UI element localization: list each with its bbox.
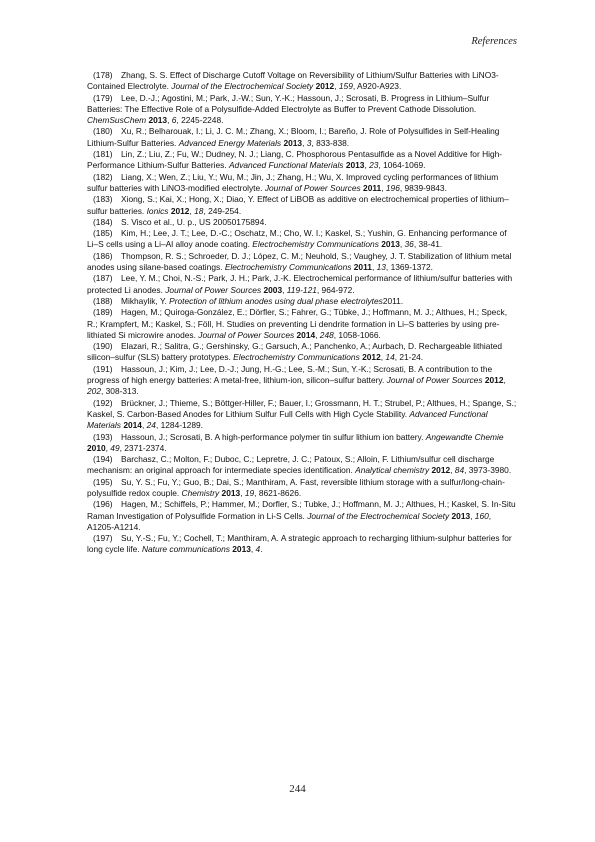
reference-text: ,	[141, 420, 147, 431]
reference-italic-text: 4	[255, 544, 261, 555]
reference-italic-text: 13	[376, 262, 386, 273]
reference-italic-text: 19	[244, 487, 255, 498]
reference-number: (190)	[93, 341, 113, 352]
reference-text: , 2245-2248.	[176, 115, 224, 126]
reference-year: 2012	[315, 81, 335, 92]
reference-number: (195)	[93, 476, 113, 487]
reference-text: Barchasz, C.; Molton, F.; Duboc, C.; Lepretre, J. C.; Patoux, S.; Alloin, F. Lithium/sulfur cell discharge mechanism: an original approach for intermediate species identification.	[87, 454, 495, 476]
reference-italic-text: 49	[110, 442, 120, 453]
reference-number: (191)	[93, 363, 113, 374]
reference-entry	[87, 307, 517, 341]
reference-year: 2013	[148, 115, 168, 126]
reference-year: 2011	[363, 182, 382, 193]
reference-text: ,	[167, 115, 172, 126]
reference-text: , 9839-9843.	[399, 182, 447, 193]
reference-text: ,	[381, 182, 386, 193]
reference-entry	[87, 398, 517, 432]
reference-text: Brückner, J.; Thieme, S.; Böttger-Hiller, F.; Bauer, I.; Grossmann, H. T.; Strubel, P.; Althues, H.; Spange, S.; Kaskel, S. Carbon-Based Anodes for Lithium Sulfur Full Cells with High Cycle Stability.	[87, 397, 517, 419]
reference-text: Mikhaylik, Y.	[121, 295, 170, 306]
reference-text: .	[260, 544, 263, 555]
reference-italic-text: 3	[306, 137, 312, 148]
reference-italic-text: Electrochemistry Communications	[233, 352, 360, 363]
reference-entry	[87, 93, 517, 127]
reference-number: (185)	[93, 228, 113, 239]
reference-text: Hassoun, J.; Kim, J.; Lee, D.-J.; Jung, H.-G.; Lee, S.-M.; Sun, Y.-K.; Scrosati, B. A contribution to the progress of high energy batteries: A metal-free, lithium-ion, silicon–sulfur battery.	[87, 363, 493, 386]
reference-text: Hassoun, J.; Scrosati, B. A high-performance polymer tin sulfur lithium ion battery.	[121, 431, 426, 442]
reference-entry	[87, 273, 517, 296]
reference-number: (196)	[93, 499, 113, 510]
reference-list	[87, 70, 517, 556]
reference-text: , 1064-1069.	[378, 160, 426, 171]
reference-text: , 1058-1066.	[333, 329, 381, 340]
reference-number: (188)	[93, 295, 113, 306]
reference-text: Kim, H.; Lee, J. T.; Lee, D.-C.; Oschatz, M.; Cho, W. I.; Kaskel, S.; Yushin, G. Enhancing performance of Li–S cells using a Li–Al alloy anode coating.	[87, 228, 507, 250]
reference-year: 2013	[283, 137, 303, 148]
reference-entry	[87, 364, 517, 398]
reference-text: Lee, D.-J.; Agostini, M.; Park, J.-W.; Sun, Y.-K.; Hassoun, J.; Scrosati, B. Progress in Lithium–Sulfur Batteries: The Effective Role of a Polysulfide-Added Electrolyte as Buffer to Prevent Cathode Dissolution.	[87, 92, 490, 114]
reference-year: 2013	[381, 239, 400, 250]
reference-text: , 1284-1289.	[155, 420, 203, 431]
reference-italic-text: Journal of Power Sources	[165, 284, 262, 295]
reference-year: 2010	[87, 442, 106, 453]
reference-text: ,	[240, 487, 245, 498]
reference-italic-text: Advanced Functional Materials	[87, 408, 488, 431]
reference-italic-text: 159	[338, 81, 353, 92]
reference-year: 2012	[362, 352, 381, 363]
reference-italic-text: Journal of Power Sources	[386, 375, 483, 386]
reference-text: , 308-313.	[100, 386, 139, 397]
reference-number: (181)	[93, 149, 113, 160]
reference-year: 2014	[123, 420, 142, 431]
reference-entry	[87, 533, 517, 556]
reference-number: (186)	[93, 250, 113, 261]
reference-text: Elazari, R.; Salitra, G.; Gershinsky, G.; Garsuch, A.; Panchenko, A.; Aurbach, D. Rechargeable lithiated silicon–sulfur (SLS) battery prototypes.	[87, 341, 503, 363]
reference-text: , 964-972.	[316, 284, 355, 295]
reference-text: 2011.	[382, 295, 404, 306]
reference-entry	[87, 251, 517, 274]
reference-text: ,	[380, 352, 386, 363]
reference-text: , 249-254.	[203, 205, 242, 216]
reference-year: 2012	[484, 375, 504, 386]
reference-italic-text: Electrochemistry Communications	[224, 262, 352, 273]
reference-entry	[87, 70, 517, 93]
reference-italic-text: 36	[404, 239, 414, 250]
reference-text: Zhang, S. S. Effect of Discharge Cutoff Voltage on Reversibility of Lithium/Sulfur Batteries with LiNO3-Contained Electrolyte.	[87, 70, 499, 92]
reference-text: Thompson, R. S.; Schroeder, D. J.; López, C. M.; Neuhold, S.; Vaughey, J. T. Stabilization of lithium metal anodes using silane-based coatings.	[87, 250, 512, 273]
reference-text: S. Visco et al., U. p., US 20050175894.	[121, 216, 267, 227]
reference-text: , A1205-A1214.	[87, 510, 492, 532]
reference-text: ,	[364, 160, 370, 171]
reference-entry	[87, 499, 517, 533]
reference-text: , 1369-1372.	[385, 262, 433, 273]
reference-text: ,	[470, 510, 475, 521]
reference-text: Hagen, M.; Quiroga-González, E.; Dörfler, S.; Fahrer, G.; Tübke, J.; Hoffmann, M. J.; Althues, H.; Speck, R.; Krampfert, M.; Kaskel, S.; Föll, H. Studies on preventing Li dendrite formation in Li–S batteries by using pre-lithiated Si microwire anodes.	[87, 307, 508, 340]
reference-text: Su, Y.-S.; Fu, Y.; Cochell, T.; Manthiram, A. A strategic approach to recharging lithium-sulphur batteries for long cycle life.	[87, 533, 512, 555]
reference-year: 2013	[232, 544, 251, 555]
reference-entry	[87, 194, 517, 217]
reference-italic-text: Advanced Functional Materials	[228, 160, 344, 171]
reference-italic-text: Journal of Power Sources	[198, 329, 295, 340]
reference-text: ,	[315, 329, 320, 340]
reference-entry	[87, 477, 517, 500]
reference-italic-text: 160	[474, 510, 489, 521]
reference-italic-text: 84	[454, 465, 465, 476]
reference-number: (187)	[93, 273, 113, 284]
reference-number: (194)	[93, 454, 113, 465]
reference-year: 2013	[345, 160, 365, 171]
reference-text: Su, Y. S.; Fu, Y.; Guo, B.; Dai, S.; Manthiram, A. Fast, reversible lithium storage with a sulfur/long-chain-polysulfide redox couple.	[87, 476, 505, 498]
reference-italic-text: 119-121	[286, 284, 317, 295]
reference-text: ,	[399, 239, 405, 250]
reference-italic-text: 23	[369, 160, 379, 171]
reference-italic-text: Journal of Power Sources	[264, 182, 361, 193]
reference-text: , 38-41.	[413, 239, 443, 250]
reference-italic-text: Angewandte Chemie	[425, 431, 504, 442]
reference-italic-text: Advanced Energy Materials	[178, 137, 282, 148]
reference-italic-text: Nature communications	[141, 544, 230, 555]
reference-number: (184)	[93, 216, 113, 227]
reference-text: , 2371-2374.	[119, 442, 167, 453]
reference-text: ,	[371, 262, 377, 273]
reference-text: Lee, Y. M.; Choi, N.-S.; Park, J. H.; Park, J.-K. Electrochemical performance of lithium/sulfur batteries with protected Li anodes.	[87, 273, 513, 295]
reference-text: , 3973-3980.	[464, 465, 512, 476]
reference-text: ,	[189, 205, 195, 216]
reference-number: (189)	[93, 307, 113, 318]
reference-text: Lin, Z.; Liu, Z.; Fu, W.; Dudney, N. J.; Liang, C. Phosphorous Pentasulfide as a Novel Additive for High-Performance Lithium-Sulfur Batteries.	[87, 149, 503, 171]
reference-italic-text: Journal of the Electrochemical Society	[171, 81, 314, 92]
reference-text: , A920-A923.	[352, 81, 402, 92]
reference-italic-text: 196	[385, 182, 400, 193]
reference-entry	[87, 341, 517, 364]
reference-text: ,	[302, 137, 307, 148]
reference-number: (179)	[93, 92, 113, 103]
page-number: 244	[289, 783, 306, 795]
reference-entry	[87, 296, 517, 307]
reference-year: 2012	[431, 465, 451, 476]
reference-entry	[87, 454, 517, 477]
reference-text: ,	[105, 442, 111, 453]
reference-italic-text: Ionics	[146, 205, 169, 216]
reference-number: (180)	[93, 126, 113, 137]
reference-italic-text: 14	[385, 352, 395, 363]
reference-entry	[87, 149, 517, 172]
reference-text: ,	[503, 375, 506, 386]
reference-text: , 833-838.	[311, 137, 350, 148]
reference-italic-text: 24	[146, 420, 156, 431]
reference-italic-text: 18	[194, 205, 204, 216]
reference-text: ,	[334, 81, 339, 92]
reference-year: 2014	[296, 329, 316, 340]
reference-text: ,	[450, 465, 455, 476]
reference-text: ,	[250, 544, 256, 555]
reference-text: , 21-24.	[394, 352, 424, 363]
reference-italic-text: Chemistry	[181, 487, 220, 498]
reference-year: 2003	[263, 284, 283, 295]
reference-entry	[87, 217, 517, 228]
running-header: References	[471, 36, 517, 47]
reference-year: 2013	[451, 510, 471, 521]
reference-entry	[87, 432, 517, 455]
reference-entry	[87, 172, 517, 195]
reference-italic-text: Electrochemistry Communications	[252, 239, 379, 250]
reference-year: 2011	[353, 262, 372, 273]
reference-number: (182)	[93, 171, 113, 182]
reference-italic-text: 248	[319, 329, 334, 340]
reference-number: (197)	[93, 533, 113, 544]
reference-italic-text: Protection of lithium anodes using dual phase electrolytes	[169, 295, 383, 306]
reference-italic-text: Analytical chemistry	[355, 465, 430, 476]
reference-text: Xu, R.; Belharouak, I.; Li, J. C. M.; Zhang, X.; Bloom, I.; Bareño, J. Role of Polysulfides in Self-Healing Lithium-Sulfur Batteries.	[87, 126, 500, 148]
reference-entry	[87, 228, 517, 251]
reference-text: Liang, X.; Wen, Z.; Liu, Y.; Wu, M.; Jin, J.; Zhang, H.; Wu, X. Improved cycling performances of lithium sulfur batteries with LiNO3-modified electrolyte.	[87, 171, 499, 193]
reference-italic-text: 202	[87, 386, 101, 397]
reference-italic-text: Journal of the Electrochemical Society	[307, 510, 450, 521]
reference-number: (193)	[93, 431, 113, 442]
reference-number: (178)	[93, 70, 113, 80]
reference-text: ,	[282, 284, 287, 295]
reference-year: 2012	[170, 205, 190, 216]
reference-text: Xiong, S.; Kai, X.; Hong, X.; Diao, Y. Effect of LiBOB as additive on electrochemical properties of lithium–sulfur batteries.	[87, 194, 509, 216]
reference-text: , 8621-8626.	[254, 487, 302, 498]
reference-number: (183)	[93, 194, 113, 205]
reference-year: 2013	[221, 487, 241, 498]
reference-entry	[87, 126, 517, 149]
reference-italic-text: 6	[171, 115, 177, 126]
reference-text: Hagen, M.; Schiffels, P.; Hammer, M.; Dorfler, S.; Tubke, J.; Hoffmann, M. J.; Althues, H.; Kaskel, S. In-Situ Raman Investigation of Polysulfide Formation in Li-S Cells.	[87, 499, 516, 521]
reference-italic-text: ChemSusChem	[87, 115, 147, 126]
reference-number: (192)	[93, 397, 113, 408]
